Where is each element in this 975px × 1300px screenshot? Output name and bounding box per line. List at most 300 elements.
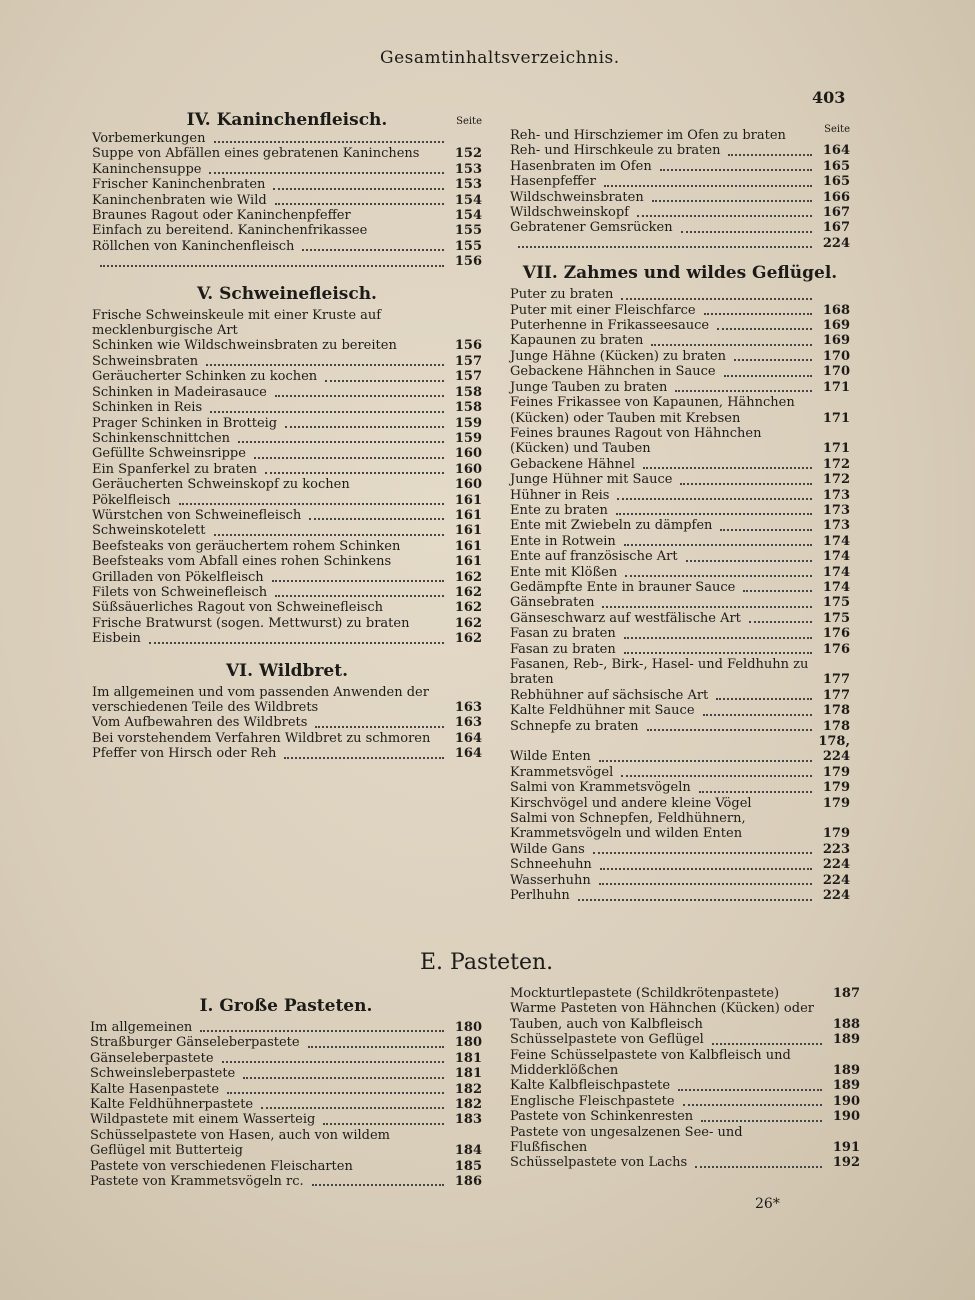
toc-entry <box>510 734 850 765</box>
leader-dots <box>308 1046 444 1048</box>
toc-entry-title: Hasenbraten im Ofen <box>510 158 652 174</box>
leader-dots <box>599 760 812 762</box>
leader-dots <box>285 426 444 428</box>
toc-entry-page: 171 <box>822 379 850 395</box>
toc-entry-page: 165 <box>822 174 850 190</box>
toc-entry-page: 174 <box>822 549 850 565</box>
toc-entry <box>510 688 850 703</box>
toc-entry-title: Mockturtlepastete (Schildkrötenpastete) <box>510 986 780 1001</box>
toc-entry-title: Fasan zu braten <box>510 626 616 642</box>
toc-entry <box>510 488 850 503</box>
leader-dots <box>683 1104 822 1106</box>
toc-entry-page: 182 <box>454 1081 482 1097</box>
toc-entry-page: 223 <box>822 841 850 857</box>
toc-entry-page: 162 <box>454 584 482 600</box>
toc-entry-title: Wildpastete mit einem Wasserteig <box>90 1112 316 1128</box>
toc-entry <box>92 416 482 431</box>
toc-entry-page: 224 <box>822 857 850 873</box>
toc-entry <box>92 746 482 761</box>
leader-dots <box>621 298 812 300</box>
toc-entry-title: Ente auf französische Art <box>510 549 678 565</box>
toc-entry-title: Grilladen von Pökelfleisch <box>92 569 264 585</box>
toc-entry-page: 177 <box>822 672 850 688</box>
toc-entry-title: Reh- und Hirschziemer im Ofen zu braten <box>510 128 786 143</box>
toc-entry <box>510 719 850 734</box>
toc-entry-title: Pökelfleisch <box>92 492 171 508</box>
toc-entry <box>510 364 850 379</box>
toc-entry-page: 188 <box>832 1016 860 1032</box>
leader-dots <box>227 1092 444 1094</box>
leader-dots <box>651 344 812 346</box>
toc-entry-page: 157 <box>454 369 482 385</box>
toc-entry <box>510 780 850 795</box>
toc-entry-title: Im allgemeinen <box>90 1020 193 1035</box>
leader-dots <box>617 498 812 500</box>
toc-entry <box>510 205 850 220</box>
toc-entry <box>90 1035 482 1050</box>
leader-dots <box>699 791 812 793</box>
toc-entry-page: 178 <box>822 703 850 719</box>
leader-dots <box>686 560 812 562</box>
leader-dots <box>637 215 812 217</box>
toc-entry <box>510 472 850 487</box>
toc-entry-page: 154 <box>454 208 482 224</box>
toc-entry-page: 191 <box>832 1140 860 1156</box>
toc-entry-page: 154 <box>454 192 482 208</box>
toc-entry-page: 176 <box>822 641 850 657</box>
toc-entry <box>510 642 850 657</box>
toc-entry <box>510 349 850 364</box>
toc-entry-title: Bei vorstehendem Verfahren Wildbret zu schmoren <box>92 730 431 746</box>
leader-dots <box>604 185 812 187</box>
seite-label: Seite <box>824 124 850 135</box>
leader-dots <box>701 1120 822 1122</box>
toc-entry-page: 181 <box>454 1066 482 1082</box>
toc-entry-page: 169 <box>822 318 850 334</box>
toc-entry-title: Fasanen, Reb-, Birk-, Hasel- und Feldhuhn zu braten <box>510 657 809 688</box>
toc-entry <box>92 715 482 730</box>
toc-entry-title: Kirschvögel und andere kleine Vögel <box>510 795 752 811</box>
toc-entry-page: 189 <box>832 1063 860 1079</box>
toc-entry-page: 174 <box>822 533 850 549</box>
toc-entry-title: Frische Schweinskeule mit einer Kruste auf mecklenburgische Art <box>92 307 382 339</box>
toc-entry-title: Feine Schüsselpastete von Kalbfleisch und Midderklößchen <box>510 1047 791 1079</box>
toc-entry <box>92 162 482 177</box>
toc-entry-title: Einfach zu bereitend. Kaninchenfrikassee <box>92 223 368 239</box>
toc-entry-page: 159 <box>454 415 482 431</box>
toc-entry-title: Würstchen von Schweinefleisch <box>92 507 302 523</box>
toc-entry-title: Schinken in Reis <box>92 400 203 416</box>
toc-entry <box>510 503 850 518</box>
toc-entry-title: Schüsselpastete von Hasen, auch von wildem Geflügel mit Butterteig <box>90 1127 390 1159</box>
seite-label: Seite <box>456 116 482 127</box>
toc-entry-title: Gebackene Hähnchen in Sauce <box>510 364 716 380</box>
leader-dots <box>660 169 812 171</box>
toc-entry-title: Reh- und Hirschkeule zu braten <box>510 143 721 159</box>
toc-entry-page: 163 <box>454 715 482 731</box>
leader-dots <box>716 698 812 700</box>
toc-entry <box>92 208 482 223</box>
toc-entry-page: 179 <box>822 826 850 842</box>
toc-entry-page: 184 <box>454 1143 482 1159</box>
toc-entry-page: 164 <box>822 143 850 159</box>
leader-dots <box>678 1089 822 1091</box>
leader-dots <box>200 1030 444 1032</box>
leader-dots <box>734 359 812 361</box>
toc-entry-title: Gedämpfte Ente in brauner Sauce <box>510 579 736 595</box>
toc-entry-page: 163 <box>454 700 482 715</box>
leader-dots <box>600 868 812 870</box>
toc-entry-title: Kaninchensuppe <box>92 161 202 177</box>
toc-entry <box>90 1066 482 1081</box>
toc-entry-title: Ente mit Zwiebeln zu dämpfen <box>510 518 713 534</box>
toc-entry-page: 171 <box>822 410 850 426</box>
toc-entry-page: 161 <box>454 507 482 523</box>
toc-entry <box>90 1051 482 1066</box>
toc-entry-title: Warme Pasteten von Hähnchen (Kücken) oder Tauben, auch von Kalbfleisch <box>510 1001 814 1032</box>
toc-entry-page: 175 <box>822 610 850 626</box>
toc-entry-page: 161 <box>454 492 482 508</box>
toc-entry <box>510 580 850 595</box>
toc-entry-title: Schnepfe zu braten <box>510 718 639 734</box>
toc-entry <box>510 657 850 688</box>
toc-entry-title: Hühner in Reis <box>510 487 610 503</box>
toc-entry-page: 164 <box>454 730 482 746</box>
toc-entry <box>92 354 482 369</box>
toc-entry-page: 189 <box>832 1078 860 1094</box>
leader-dots <box>179 503 444 505</box>
leader-dots <box>680 483 812 485</box>
toc-entry-title: Schüsselpastete von Geflügel <box>510 1032 704 1048</box>
toc-entry <box>92 400 482 415</box>
toc-entry-title: Kapaunen zu braten <box>510 333 644 349</box>
section-heading: V. Schweinefleisch. <box>197 283 377 304</box>
toc-entry <box>510 873 850 888</box>
toc-entry-page: 156 <box>454 338 482 354</box>
toc-entry <box>510 842 850 857</box>
toc-entry <box>92 523 482 538</box>
toc-entry-title: Straßburger Gänseleberpastete <box>90 1035 300 1051</box>
toc-entry <box>510 128 850 143</box>
toc-entry <box>510 318 850 333</box>
toc-entry-page: 169 <box>822 333 850 349</box>
leader-dots <box>599 883 812 885</box>
toc-entry <box>510 765 850 780</box>
toc-entry-page: 183 <box>454 1112 482 1128</box>
toc-entry-title: Geräucherter Schinken zu kochen <box>92 369 318 385</box>
toc-entry-title: Braunes Ragout oder Kaninchenpfeffer <box>92 208 351 224</box>
toc-entry <box>92 131 482 146</box>
toc-entry-title: Englische Fleischpastete <box>510 1093 675 1109</box>
leader-dots <box>749 621 812 623</box>
toc-entry <box>92 146 482 161</box>
toc-entry-page: 185 <box>454 1158 482 1174</box>
leader-dots <box>214 141 445 143</box>
toc-entry-title: Im allgemeinen und vom passenden Anwenden der verschiedenen Teile des Wildbrets <box>92 684 429 715</box>
toc-entry <box>92 369 482 384</box>
toc-entry-title: Pfeffer von Hirsch oder Reh <box>92 746 277 762</box>
leader-dots <box>681 231 812 233</box>
section-heading: I. Große Pasteten. <box>199 996 373 1016</box>
toc-entry-page: 170 <box>822 364 850 380</box>
leader-dots <box>712 1043 822 1045</box>
toc-entry-title: Schweinskotelett <box>92 523 206 539</box>
toc-entry-title: Gänseleberpastete <box>90 1050 214 1066</box>
toc-entry-title: Junge Hühner mit Sauce <box>510 472 673 488</box>
toc-entry-title: Gebackene Hähnel <box>510 456 635 472</box>
toc-entry <box>92 731 482 746</box>
toc-entry-title: Wildschweinsbraten <box>510 189 644 205</box>
toc-entry-title: Ente in Rotwein <box>510 533 616 549</box>
toc-entry <box>92 223 482 238</box>
toc-entry-title: Vom Aufbewahren des Wildbrets <box>92 715 308 731</box>
leader-dots <box>214 534 444 536</box>
leader-dots <box>149 642 444 644</box>
leader-dots <box>275 395 444 397</box>
toc-entry <box>510 143 850 158</box>
toc-entry <box>92 239 482 254</box>
toc-entry <box>510 518 850 533</box>
toc-entry-title: Gänseschwarz auf westfälische Art <box>510 610 741 626</box>
toc-entry-page: 156 <box>454 254 482 270</box>
toc-entry-title: Suppe von Abfällen eines gebratenen Kaninchens <box>92 146 420 162</box>
toc-entry-title: Feines braunes Ragout von Hähnchen (Kücken) und Tauben <box>510 425 762 457</box>
part-e-title: E. Pasteten. <box>420 950 554 975</box>
toc-entry-title: Ente zu braten <box>510 502 608 518</box>
toc-entry-title: Kalte Kalbfleischpastete <box>510 1078 671 1094</box>
toc-entry-title: Salmi von Schnepfen, Feldhühnern, Krammetsvögeln und wilden Enten <box>510 811 746 842</box>
toc-entry-page: 158 <box>454 400 482 416</box>
toc-entry-title: Schinken in Madeirasauce <box>92 384 267 400</box>
toc-entry-page: 162 <box>454 569 482 585</box>
toc-entry-page: 172 <box>822 456 850 472</box>
toc-entry <box>92 539 482 554</box>
section-heading: VII. Zahmes und wildes Geflügel. <box>522 263 838 284</box>
section-heading: IV. Kaninchenfleisch. <box>186 110 388 130</box>
toc-entry-page: 178, 224 <box>818 734 850 765</box>
toc-entry-title: Gefüllte Schweinsrippe <box>92 446 246 462</box>
toc-entry-title: Pastete von Krammetsvögeln rc. <box>90 1174 304 1190</box>
leader-dots <box>621 775 812 777</box>
toc-entry-page: 162 <box>454 600 482 616</box>
toc-entry-title: Röllchen von Kaninchenfleisch <box>92 238 295 254</box>
leader-dots <box>647 729 812 731</box>
toc-entry-title: Kalte Feldhühner mit Sauce <box>510 703 695 719</box>
toc-entry <box>92 462 482 477</box>
toc-entry-page: 190 <box>832 1109 860 1125</box>
leader-dots <box>695 1166 822 1168</box>
toc-entry <box>510 565 850 580</box>
leader-dots <box>624 637 812 639</box>
toc-entry <box>510 174 850 189</box>
toc-entry <box>510 626 850 641</box>
leader-dots <box>743 590 812 592</box>
toc-entry-title: Junge Hähne (Kücken) zu braten <box>510 348 726 364</box>
toc-entry <box>510 1094 860 1109</box>
toc-entry-page: 153 <box>454 177 482 193</box>
toc-entry <box>90 1082 482 1097</box>
leader-dots <box>624 544 812 546</box>
leader-dots <box>272 580 444 582</box>
toc-entry-title: Puter mit einer Fleischfarce <box>510 302 696 318</box>
leader-dots <box>275 203 444 205</box>
toc-entry-title: Eisbein <box>92 631 141 647</box>
toc-entry-page: 186 <box>454 1174 482 1190</box>
toc-entry <box>90 1097 482 1112</box>
toc-entry <box>510 380 850 395</box>
toc-entry-title: Krammetsvögel <box>510 764 614 780</box>
toc-entry-page: 189 <box>832 1032 860 1048</box>
leader-dots <box>254 457 444 459</box>
toc-entry-page: 179 <box>822 780 850 796</box>
toc-entry <box>92 631 482 646</box>
toc-entry <box>92 193 482 208</box>
toc-entry-page: 164 <box>454 746 482 762</box>
leader-dots <box>261 1107 444 1109</box>
leader-dots <box>222 1061 444 1063</box>
toc-entry <box>92 477 482 492</box>
leader-dots <box>265 472 444 474</box>
toc-entry <box>92 600 482 615</box>
leader-dots <box>652 200 812 202</box>
toc-entry <box>510 457 850 472</box>
right-column <box>510 124 850 904</box>
toc-entry-title: Kaninchenbraten wie Wild <box>92 192 267 208</box>
section-heading: VI. Wildbret. <box>225 660 348 681</box>
leader-dots <box>312 1184 444 1186</box>
toc-entry <box>90 1112 482 1127</box>
toc-entry <box>90 1174 482 1189</box>
toc-entry-page: 180 <box>454 1020 482 1035</box>
leader-dots <box>578 899 812 901</box>
leader-dots <box>720 529 812 531</box>
toc-entry-page: 160 <box>454 461 482 477</box>
toc-entry-page: 161 <box>454 554 482 570</box>
toc-entry-page: 175 <box>822 595 850 611</box>
toc-entry-page: 176 <box>822 626 850 642</box>
left-column-pasteten <box>90 990 482 1189</box>
toc-entry-title: Vorbemerkungen <box>92 131 206 146</box>
toc-entry <box>510 1125 860 1156</box>
toc-entry-page: 180 <box>454 1035 482 1051</box>
toc-entry-page: 155 <box>454 223 482 239</box>
toc-entry-page: 162 <box>454 615 482 631</box>
toc-entry-title: Beefsteaks von geräuchertem rohem Schinken <box>92 538 401 554</box>
toc-entry-title: Hasenpfeffer <box>510 174 596 190</box>
toc-entry <box>510 1032 860 1047</box>
toc-entry-page: 159 <box>454 430 482 446</box>
toc-entry-page: 179 <box>822 795 850 811</box>
toc-entry-title: Wilde Gans <box>510 841 585 857</box>
toc-entry <box>510 796 850 811</box>
toc-entry <box>510 159 850 174</box>
toc-entry-title: Wilde Enten <box>510 749 591 765</box>
toc-entry-page: 167 <box>822 220 850 236</box>
leader-dots <box>325 380 444 382</box>
toc-entry-page: 162 <box>454 631 482 647</box>
leader-dots <box>243 1077 444 1079</box>
toc-entry-title: Wasserhuhn <box>510 872 591 888</box>
toc-entry <box>92 177 482 192</box>
leader-dots <box>675 390 812 392</box>
leader-dots <box>273 188 444 190</box>
toc-entry-title: Prager Schinken in Brotteig <box>92 415 278 431</box>
toc-entry-page: 172 <box>822 472 850 488</box>
leader-dots <box>724 375 812 377</box>
toc-entry <box>510 220 850 235</box>
toc-entry-page: 192 <box>832 1155 860 1171</box>
toc-entry <box>92 308 482 339</box>
toc-entry <box>92 685 482 716</box>
toc-entry <box>90 1159 482 1174</box>
toc-entry-page: 187 <box>832 986 860 1001</box>
leader-dots <box>309 518 444 520</box>
toc-entry-page: 177 <box>822 687 850 703</box>
toc-entry <box>510 1109 860 1124</box>
toc-entry <box>510 1078 860 1093</box>
leader-dots <box>703 714 812 716</box>
toc-entry-page: 181 <box>454 1050 482 1066</box>
toc-entry-page: 190 <box>832 1093 860 1109</box>
leader-dots <box>624 652 812 654</box>
leader-dots <box>323 1123 444 1125</box>
toc-entry <box>510 811 850 842</box>
left-column <box>92 104 482 762</box>
toc-entry-title: Pastete von verschiedenen Fleischarten <box>90 1158 353 1174</box>
toc-entry <box>92 431 482 446</box>
toc-entry-title: Schinken wie Wildschweinsbraten zu bereiten <box>92 338 397 354</box>
toc-entry-title: Frischer Kaninchenbraten <box>92 177 266 193</box>
page-number: 403 <box>812 88 846 107</box>
toc-entry-title: Junge Tauben zu braten <box>510 379 668 395</box>
leader-dots <box>209 172 444 174</box>
toc-entry-title: Gebratener Gemsrücken <box>510 220 673 236</box>
toc-entry-title: Puter zu braten <box>510 287 614 303</box>
leader-dots <box>210 411 444 413</box>
toc-entry-title: Ente mit Klößen <box>510 564 618 580</box>
leader-dots <box>704 313 812 315</box>
toc-entry <box>92 554 482 569</box>
toc-entry-page: 173 <box>822 518 850 534</box>
toc-entry-page: 155 <box>454 238 482 254</box>
toc-entry-page: 173 <box>822 502 850 518</box>
toc-entry <box>92 570 482 585</box>
toc-entry-page: 158 <box>454 384 482 400</box>
toc-entry-page: 167 <box>822 205 850 221</box>
toc-entry-title: Schweinsbraten <box>92 353 199 369</box>
toc-entry-title: Süßsäuerliches Ragout von Schweinefleisch <box>92 600 383 616</box>
toc-entry-title: Puterhenne in Frikasseesauce <box>510 318 710 334</box>
toc-entry <box>92 493 482 508</box>
leader-dots <box>284 757 444 759</box>
printer-signature: 26* <box>755 1196 780 1212</box>
toc-entry <box>90 1128 482 1159</box>
toc-entry <box>510 236 850 251</box>
toc-entry <box>510 888 850 903</box>
toc-entry <box>92 446 482 461</box>
toc-entry <box>510 333 850 348</box>
toc-entry <box>510 703 850 718</box>
right-column-pasteten <box>510 986 860 1171</box>
toc-entry-page: 166 <box>822 189 850 205</box>
leader-dots <box>602 606 812 608</box>
toc-entry-title: Pastete von Schinkenresten <box>510 1109 694 1125</box>
running-title: Gesamtinhaltsverzeichnis. <box>380 48 620 68</box>
toc-entry-title: Schweinsleberpastete <box>90 1066 236 1082</box>
toc-entry-title: Schneehuhn <box>510 857 592 873</box>
toc-entry-page: 173 <box>822 487 850 503</box>
toc-entry <box>510 611 850 626</box>
